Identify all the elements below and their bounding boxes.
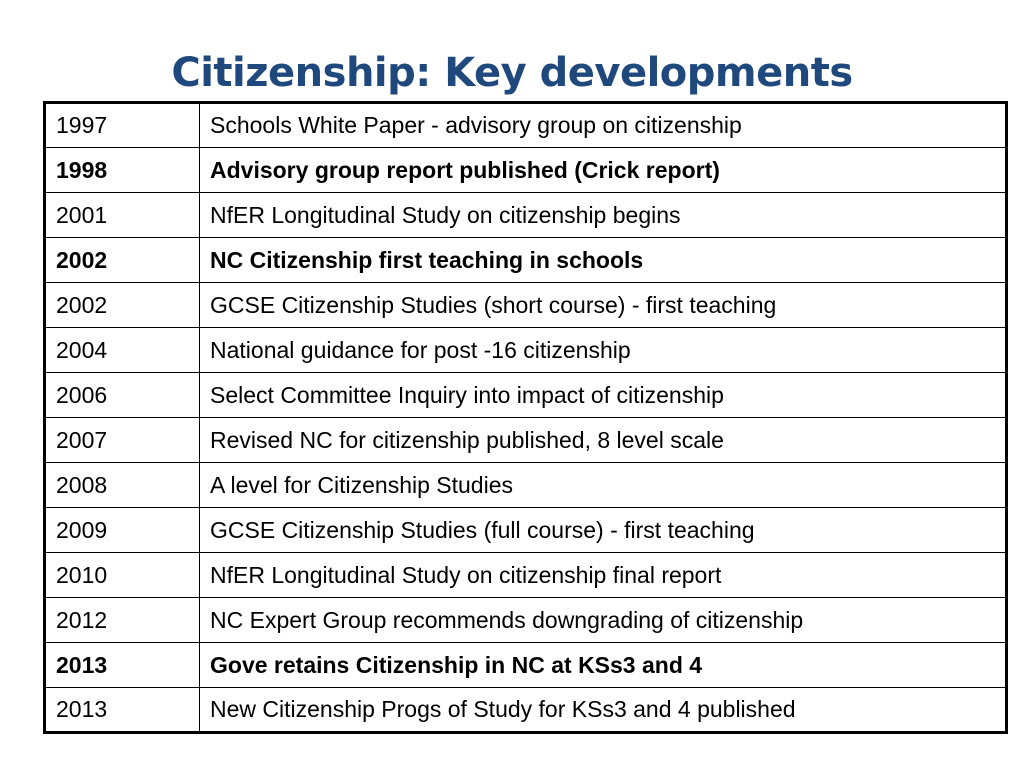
year-cell: 2001: [45, 193, 200, 238]
event-cell: NC Citizenship first teaching in schools: [200, 238, 1007, 283]
table-row: [45, 688, 1007, 733]
table-row: [45, 238, 1007, 283]
year-cell: 2004: [45, 328, 200, 373]
table-row: [45, 148, 1007, 193]
event-cell: GCSE Citizenship Studies (full course) - first teaching: [200, 508, 1007, 553]
table-row: [45, 463, 1007, 508]
year-cell: 2007: [45, 418, 200, 463]
table-row: [45, 328, 1007, 373]
year-cell: 2012: [45, 598, 200, 643]
table-row: [45, 103, 1007, 148]
table-row: [45, 418, 1007, 463]
event-cell: Advisory group report published (Crick report): [200, 148, 1007, 193]
table-row: [45, 553, 1007, 598]
year-cell: 1998: [45, 148, 200, 193]
year-cell: 2002: [45, 283, 200, 328]
event-cell: Revised NC for citizenship published, 8 level scale: [200, 418, 1007, 463]
event-cell: Select Committee Inquiry into impact of citizenship: [200, 373, 1007, 418]
year-cell: 2009: [45, 508, 200, 553]
event-cell: National guidance for post -16 citizenship: [200, 328, 1007, 373]
event-cell: GCSE Citizenship Studies (short course) - first teaching: [200, 283, 1007, 328]
event-cell: Gove retains Citizenship in NC at KSs3 and 4: [200, 643, 1007, 688]
page-title: Citizenship: Key developments: [171, 50, 853, 96]
year-cell: 2013: [45, 643, 200, 688]
event-cell: Schools White Paper - advisory group on citizenship: [200, 103, 1007, 148]
table-row: [45, 598, 1007, 643]
event-cell: New Citizenship Progs of Study for KSs3 and 4 published: [200, 688, 1007, 733]
table-row: [45, 193, 1007, 238]
table-row: [45, 283, 1007, 328]
year-cell: 2010: [45, 553, 200, 598]
table-row: [45, 643, 1007, 688]
year-cell: 1997: [45, 103, 200, 148]
event-cell: NC Expert Group recommends downgrading of citizenship: [200, 598, 1007, 643]
year-cell: 2006: [45, 373, 200, 418]
year-cell: 2013: [45, 688, 200, 733]
table-row: [45, 373, 1007, 418]
table-row: [45, 508, 1007, 553]
event-cell: A level for Citizenship Studies: [200, 463, 1007, 508]
event-cell: NfER Longitudinal Study on citizenship begins: [200, 193, 1007, 238]
year-cell: 2008: [45, 463, 200, 508]
year-cell: 2002: [45, 238, 200, 283]
event-cell: NfER Longitudinal Study on citizenship final report: [200, 553, 1007, 598]
timeline-table: [43, 101, 1008, 734]
timeline-table-body: [45, 103, 1007, 733]
